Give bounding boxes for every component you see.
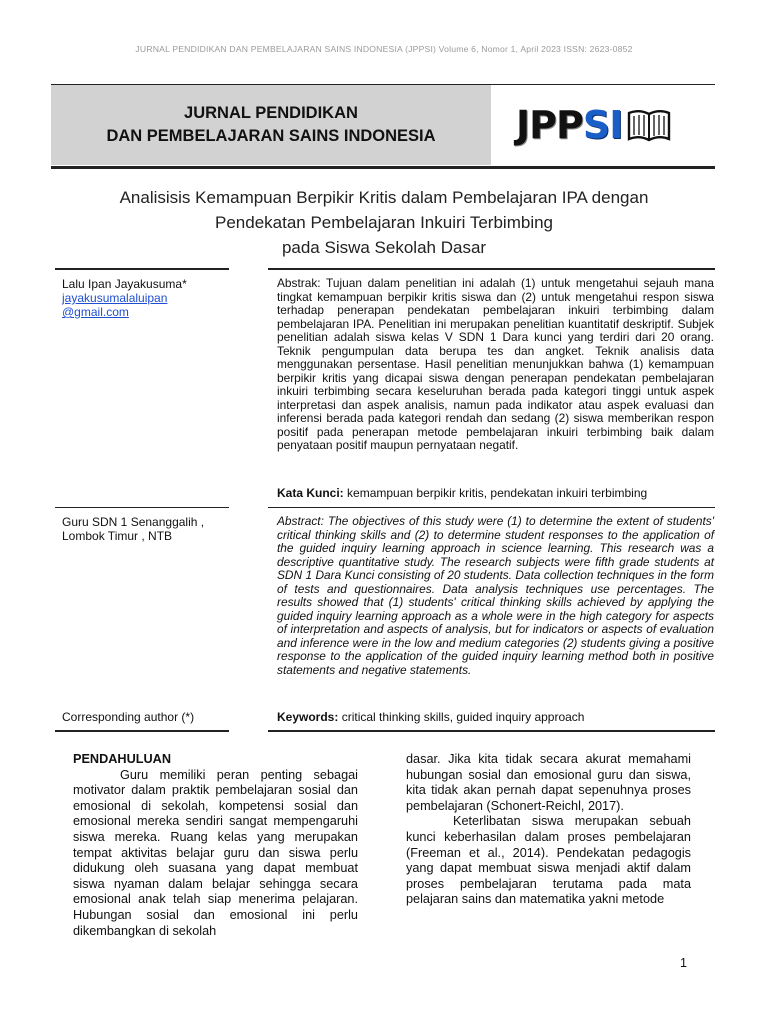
page-number: 1 xyxy=(680,956,687,970)
author-email-link[interactable] xyxy=(62,291,262,319)
affiliation-rule xyxy=(55,507,229,508)
title-line3: pada Siswa Sekolah Dasar xyxy=(281,238,487,257)
keywords-id-label: Kata Kunci: xyxy=(277,486,344,500)
intro-paragraph-1-cont: dasar. Jika kita tidak secara akurat memahami hubungan sosial dan emosional guru dan siswa, kita tidak akan pernah dapat sepenuhnya proses pembelajaran (Schonert-Reichl, 2017). xyxy=(406,752,691,813)
open-book-icon xyxy=(626,107,672,143)
keywords-id-text: kemampuan berpikir kritis, pendekatan inkuiri terbimbing xyxy=(343,486,648,500)
abstract-en-rule xyxy=(268,507,715,508)
abstract-english: Abstract: The objectives of this study were (1) to determine the extent of students' critical thinking skills and (2) to determine student responses to the application of the guided inquiry learning approach in science learning. This research was a descriptive quantitative study. The research subjects were fifth grade students at SDN 1 Dara Kunci consisting of 20 students. Data collection techniques in the form of tests and questionnaires. Data analysis techniques use percentages. The results showed that (1) students' critical thinking skills achieved by applying the guided inquiry learning approach as a whole were in the high category for aspects of interpretation and aspects of analysis, but for indicators or aspects of evaluation and inference were in the low and medium categories (2) students giving a positive response to the application of the guided inquiry learning method both in positive statements and negative statements. xyxy=(277,514,714,677)
author-col-rule xyxy=(55,268,229,270)
keywords-indonesian xyxy=(277,486,714,500)
keywords-en-text: critical thinking skills, guided inquiry approach xyxy=(338,710,585,724)
logo-wordmark xyxy=(516,103,622,147)
article-title xyxy=(60,185,708,260)
jppsi-logo xyxy=(516,103,672,147)
intro-paragraph-1: Guru memiliki peran penting sebagai motivator dalam praktik pembelajaran sosial dan emosional di sekolah, kompetensi sosial dan emosional mereka sendiri sangat mempengaruhi siswa mereka. Ruang kelas yang merupakan tempat aktivitas belajar guru dan siswa perlu didukung oleh suasana yang dapat membuat siswa nyaman dalam belajar sehingga secara emosional anak telah siap menerima pelajaran. Hubungan sosial dan emosional ini perlu dikembangkan di sekolah xyxy=(73,767,358,938)
affiliation-line2: Lombok Timur , NTB xyxy=(62,529,173,543)
running-head: JURNAL PENDIDIKAN DAN PEMBELAJARAN SAINS INDONESIA (JPPSI) Volume 6, Nomor 1, April 2023 ISSN: 2623-0852 xyxy=(135,44,633,54)
intro-left-column xyxy=(73,752,358,939)
author-name: Lalu Ipan Jayakusuma* xyxy=(62,277,187,291)
section-heading: PENDAHULUAN xyxy=(73,752,171,766)
logo-letter-p1: P xyxy=(529,103,556,147)
logo-letter-s: S xyxy=(582,103,610,147)
journal-banner xyxy=(51,85,715,165)
keywords-en-label: Keywords: xyxy=(277,710,339,724)
author-email-line2: @gmail.com xyxy=(62,305,129,319)
corresponding-author-note: Corresponding author (*) xyxy=(62,710,195,724)
banner-bottom-rule xyxy=(51,166,715,169)
logo-letter-p2: P xyxy=(556,103,583,147)
title-line2: Pendekatan Pembelajaran Inkuiri Terbimbing xyxy=(215,213,553,232)
bottom-abstract-rule xyxy=(268,730,715,732)
keywords-english xyxy=(277,710,714,724)
abstract-col-rule xyxy=(268,268,715,270)
logo-letter-j: J xyxy=(516,103,530,147)
abstract-indonesian: Abstrak: Tujuan dalam penelitian ini adalah (1) untuk mengetahui sejauh mana tingkat kemampuan berpikir kritis siswa dan (2) untuk mengetahui respon siswa terhadap penerapan pendekatan pembelajaran inkuiri terbimbing dalam pembelajaran IPA. Penelitian ini merupakan penelitian kuantitatif deskriptif. Subjek penelitian adalah siswa kelas V SDN 1 Dara kunci yang terdiri dari 20 orang. Teknik pengumpulan data berupa tes dan angket. Teknik analisis data menggunakan persentase. Hasil penelitian menunjukkan bahwa (1) kemampuan berpikir kritis yang dicapai siswa dengan penerapan pendekatan pembelajaran inkuiri terbimbing secara keseluruhan berada pada kategori tinggi untuk aspek interpretasi dan aspek analisis, namun pada indikator atau aspek evaluasi dan inferensi berada pada kategori rendah dan sedang (2) siswa memberikan respon positif pada penerapan metode pembelajaran inkuiri terbimbing baik dalam penyataan positif maupun pernyataan negatif. xyxy=(277,276,714,452)
logo-letter-i: I xyxy=(609,103,623,147)
journal-name-line1: JURNAL PENDIDIKAN xyxy=(184,104,358,122)
author-email-line1: jayakusumalaluipan xyxy=(62,291,168,305)
journal-name-block xyxy=(51,85,491,165)
journal-name-line2: DAN PEMBELAJARAN SAINS INDONESIA xyxy=(106,127,436,145)
bottom-author-rule xyxy=(55,730,229,732)
author-block xyxy=(62,277,262,319)
intro-paragraph-2: Keterlibatan siswa merupakan sebuah kunci keberhasilan dalam proses pembelajaran (Freeman et al., 2014). Pendekatan pedagogis yang dapat membuat siswa menjadi aktif dalam proses pembelajaran terutama pada mata pelajaran sains dan matematika yakni metode xyxy=(406,814,691,907)
affiliation-line1: Guru SDN 1 Senanggalih , xyxy=(62,515,205,529)
affiliation-block xyxy=(62,515,262,543)
intro-right-column xyxy=(406,752,691,908)
title-line1: Analisisis Kemampuan Berpikir Kritis dalam Pembelajaran IPA dengan xyxy=(119,188,649,207)
